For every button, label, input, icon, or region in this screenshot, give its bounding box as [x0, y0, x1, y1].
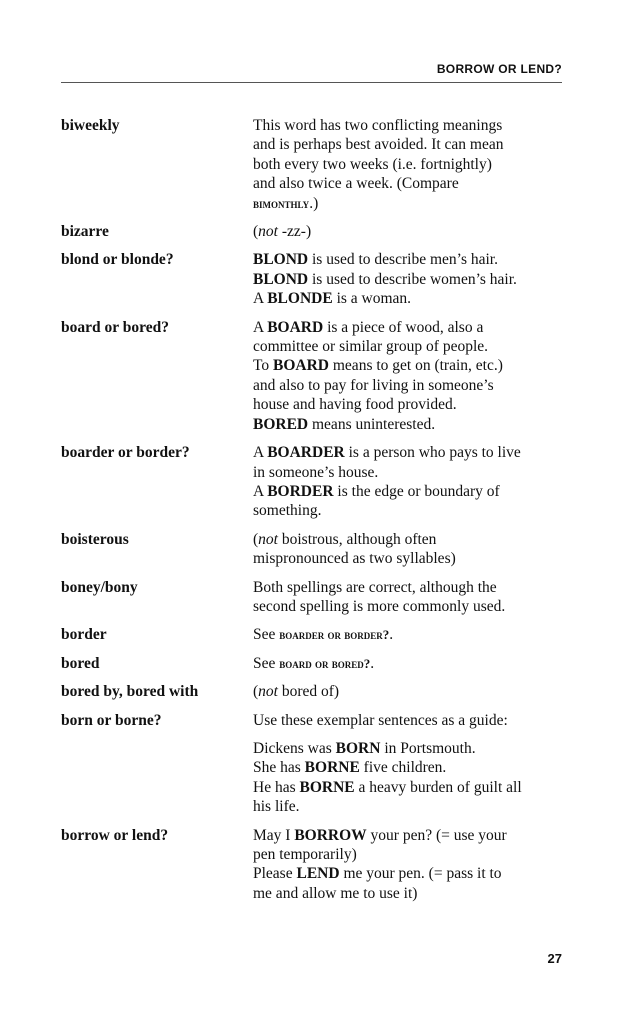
text-run: pen temporarily) [253, 846, 357, 863]
definition-line [253, 758, 565, 777]
entry-row [61, 318, 565, 434]
entry-headword: boarder or border? [61, 444, 190, 462]
keyword: BOARD [273, 357, 329, 375]
cross-reference: boarder or border? [279, 627, 390, 643]
text-run: is used to describe men’s hair. [308, 251, 498, 269]
page-number: 27 [547, 951, 562, 966]
paragraph-gap [253, 730, 565, 739]
text-run: five children. [359, 759, 447, 777]
definition-line [253, 415, 565, 434]
text-run: something. [253, 502, 322, 520]
text-run: is used to describe women’s hair. [308, 270, 517, 288]
italic-note: not [258, 530, 278, 548]
text-run: ( [253, 683, 259, 701]
entry-definition [253, 530, 565, 569]
entry-definition [253, 443, 565, 521]
text-run: A [253, 482, 268, 500]
definition-line [253, 194, 565, 213]
definition-line [253, 356, 565, 375]
definition-line [253, 395, 565, 414]
definition-line [253, 116, 565, 135]
definition-line [253, 443, 565, 462]
entry-definition [253, 826, 565, 904]
keyword: BOARD [267, 318, 324, 336]
entry-row [61, 826, 565, 904]
definition-line [253, 864, 565, 883]
text-run: She has [253, 759, 305, 777]
text-run: is a person who pays to live [344, 444, 521, 462]
text-run: and is perhaps best avoided. It can mean [253, 136, 504, 154]
keyword: BORROW [294, 826, 367, 844]
cross-reference: board or bored? [279, 655, 371, 671]
definition-line [253, 711, 565, 730]
text-run: A [253, 290, 268, 308]
definition-line [253, 597, 565, 616]
entry-definition [253, 654, 565, 673]
italic-note: not [258, 223, 278, 241]
text-run: your pen? (= use your [366, 826, 507, 844]
text-run: means to get on (train, etc.) [329, 357, 503, 375]
text-run: is a piece of wood, also a [323, 318, 484, 336]
definition-line [253, 463, 565, 482]
definition-line [253, 826, 565, 845]
text-run: ( [253, 530, 259, 548]
text-run: .) [309, 194, 319, 212]
entry-row [61, 654, 565, 673]
text-run: committee or similar group of people. [253, 338, 489, 356]
definition-line [253, 482, 565, 501]
text-run: See [253, 626, 280, 644]
entry-headword: border [61, 626, 107, 644]
definition-line [253, 174, 565, 193]
text-run: . [389, 626, 394, 644]
entry-definition [253, 578, 565, 617]
text-run: is the edge or boundary of [333, 482, 500, 500]
definition-line [253, 337, 565, 356]
definition-line [253, 549, 565, 568]
text-run: me your pen. (= pass it to [339, 865, 502, 883]
text-run: . [370, 654, 375, 672]
entry-definition [253, 116, 565, 213]
keyword: BORED [253, 415, 309, 433]
entry-headword: born or borne? [61, 711, 162, 729]
entry-headword: bored by, bored with [61, 683, 199, 701]
dictionary-entries [61, 116, 565, 912]
definition-line [253, 845, 565, 864]
entry-headword: board or bored? [61, 318, 169, 336]
entry-headword: blond or blonde? [61, 251, 174, 269]
entry-row [61, 222, 565, 241]
entry-definition [253, 250, 565, 308]
text-run: in Portsmouth. [380, 739, 476, 757]
entry-headword: borrow or lend? [61, 826, 169, 844]
italic-note: not [258, 683, 278, 701]
entry-headword: boney/bony [61, 578, 138, 596]
text-run: ( [253, 223, 259, 241]
entry-row [61, 682, 565, 701]
definition-line [253, 270, 565, 289]
text-run: means uninterested. [308, 415, 436, 433]
text-run: This word has two conflicting meanings [253, 117, 503, 134]
definition-line [253, 530, 565, 549]
running-head: BORROW OR LEND? [436, 62, 562, 76]
definition-line [253, 222, 565, 241]
keyword: BORNE [304, 759, 360, 777]
definition-line [253, 578, 565, 597]
definition-line [253, 654, 565, 673]
text-run: Please [253, 865, 297, 883]
definition-line [253, 318, 565, 337]
definition-line [253, 155, 565, 174]
entry-headword: biweekly [61, 117, 120, 134]
keyword: BLOND [253, 270, 309, 288]
definition-line [253, 135, 565, 154]
keyword: BLONDE [267, 290, 333, 308]
text-run: house and having food provided. [253, 396, 457, 414]
definition-line [253, 682, 565, 701]
text-run: second spelling is more commonly used. [253, 597, 506, 615]
text-run: his life. [253, 798, 300, 816]
text-run: He has [253, 778, 300, 796]
definition-line [253, 501, 565, 520]
text-run: A [253, 444, 268, 462]
entry-definition [253, 318, 565, 434]
keyword: BORN [335, 739, 381, 757]
text-run: and also twice a week. (Compare [253, 175, 459, 193]
text-run: -zz-) [277, 223, 312, 241]
definition-line [253, 289, 565, 308]
definition-line [253, 376, 565, 395]
text-run: a heavy burden of guilt all [354, 778, 522, 796]
keyword: LEND [296, 865, 340, 883]
entry-row [61, 530, 565, 569]
cross-reference: bimonthly [253, 195, 310, 211]
entry-row [61, 116, 565, 213]
text-run: See [253, 654, 280, 672]
text-run: Use these exemplar sentences as a guide: [253, 711, 508, 729]
text-run: in someone’s house. [253, 463, 379, 481]
text-run: Dickens was [253, 739, 336, 757]
text-run: To [253, 357, 274, 375]
entry-row [61, 711, 565, 817]
text-run: is a woman. [332, 290, 412, 308]
entry-row [61, 443, 565, 521]
text-run: me and allow me to use it) [253, 884, 418, 902]
keyword: BOARDER [267, 444, 345, 462]
entry-headword: bored [61, 654, 100, 672]
header-rule [61, 82, 562, 83]
text-run: boistrous, although often [277, 530, 437, 548]
text-run: and also to pay for living in someone’s [253, 376, 494, 394]
definition-line [253, 739, 565, 758]
entry-headword: boisterous [61, 530, 129, 548]
keyword: BORNE [299, 778, 355, 796]
definition-line [253, 250, 565, 269]
definition-line [253, 884, 565, 903]
text-run: both every two weeks (i.e. fortnightly) [253, 155, 492, 173]
keyword: BORDER [267, 482, 334, 500]
entry-row [61, 578, 565, 617]
entry-definition [253, 222, 565, 241]
text-run: bored of) [277, 683, 340, 701]
text-run: A [253, 318, 268, 336]
text-run: mispronounced as two syllables) [253, 550, 456, 568]
definition-line [253, 625, 565, 644]
entry-definition [253, 625, 565, 644]
text-run: Both spellings are correct, although the [253, 578, 497, 596]
entry-definition [253, 682, 565, 701]
definition-line [253, 778, 565, 797]
entry-headword: bizarre [61, 223, 109, 241]
entry-row [61, 625, 565, 644]
entry-definition [253, 711, 565, 817]
text-run: May I [253, 826, 295, 844]
definition-line [253, 797, 565, 816]
keyword: BLOND [253, 251, 309, 269]
entry-row [61, 250, 565, 308]
